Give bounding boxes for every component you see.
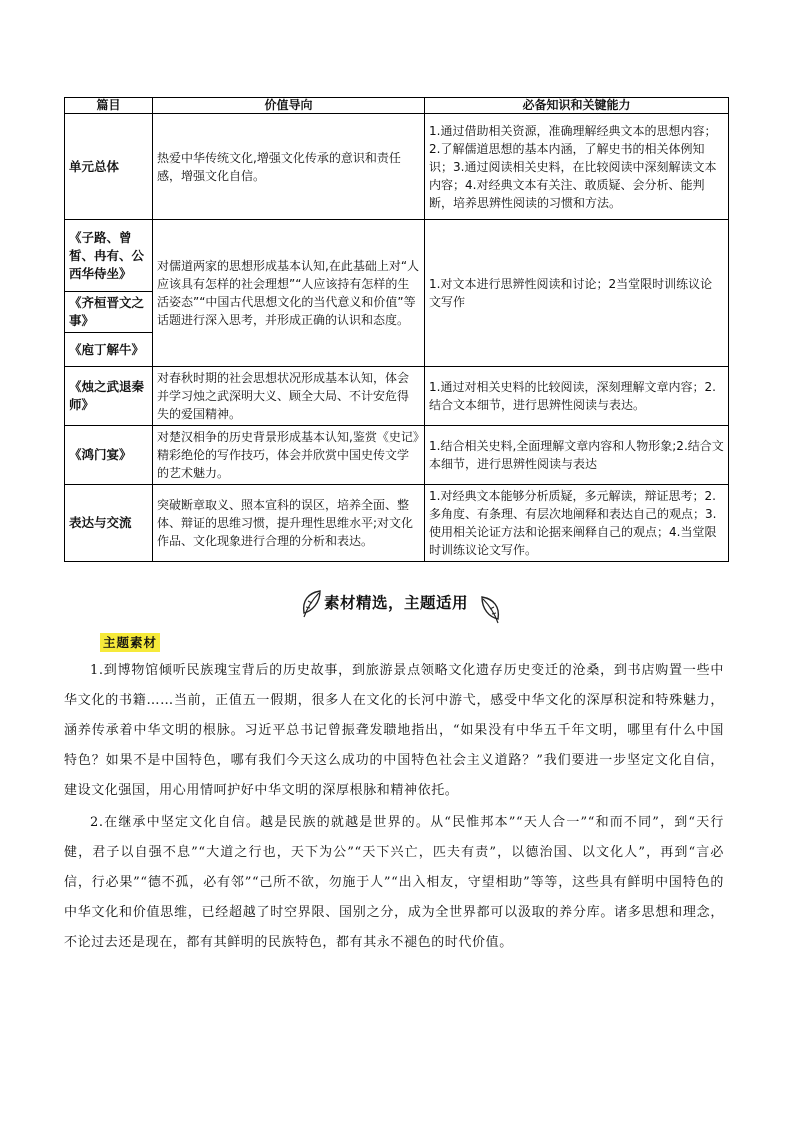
leaf-icon bbox=[300, 587, 326, 621]
row-knowledge: 1.对经典文本能够分析质疑，多元解读，辩证思考；2.多角度、有条理、有层次地阐释和表达自己的观点；3.使用相关论证方法和论据来阐释自己的观点；4.当堂限时训练议论文写作。 bbox=[425, 485, 729, 562]
table-row bbox=[65, 220, 729, 292]
row-value: 热爱中华传统文化,增强文化传承的意识和责任感，增强文化自信。 bbox=[153, 114, 425, 220]
header-knowledge-ability: 必备知识和关键能力 bbox=[425, 98, 729, 114]
section-banner bbox=[300, 585, 500, 625]
row-title: 《烛之武退秦师》 bbox=[65, 367, 153, 426]
table-row bbox=[65, 485, 729, 562]
paragraph: 2.在继承中坚定文化自信。越是民族的就越是世界的。从“民惟邦本”“天人合一”“和而不同”，到“天行健，君子以自强不息”“大道之行也，天下为公”“天下兴亡，匹夫有责”，以德治国、以文化人”，再到“言必信，行必果”“德不孤，必有邻”“己所不欲，勿施于人”“出入相友，守望相助”等等，这些具有鲜明中国特色的中华文化和价值思维，已经超越了时空界限、国别之分，成为全世界都可以汲取的养分库。诸多思想和理念，不论过去还是现在，都有其鲜明的民族特色，都有其永不褪色的时代价值。 bbox=[64, 815, 724, 950]
row-value: 对儒道两家的思想形成基本认知,在此基础上对“人应该具有怎样的社会理想”“人应该持有怎样的生活姿态”“中国古代思想文化的当代意义和价值”等话题进行深入思考，并形成正确的认识和态度。 bbox=[153, 220, 425, 367]
row-value: 对春秋时期的社会思想状况形成基本认知，体会并学习烛之武深明大义、顾全大局、不计安危得失的爱国精神。 bbox=[153, 367, 425, 426]
table-row bbox=[65, 426, 729, 485]
leaf-icon bbox=[476, 593, 504, 625]
row-value: 对楚汉相争的历史背景形成基本认知,鉴赏《史记》精彩绝伦的写作技巧，体会并欣赏中国史传文学的艺术魅力。 bbox=[153, 426, 425, 485]
row-knowledge: 1.通过借助相关资源，准确理解经典文本的思想内容；2.了解儒道思想的基本内涵，了解史书的相关体例知识；3.通过阅读相关史料，在比较阅读中深刻解读文本内容；4.对经典文本有关注、敢质疑、会分析、能判断，培养思辨性阅读的习惯和方法。 bbox=[425, 114, 729, 220]
table-row bbox=[65, 367, 729, 426]
row-knowledge: 1.通过对相关史料的比较阅读，深刻理解文章内容；2.结合文本细节，进行思辨性阅读与表达。 bbox=[425, 367, 729, 426]
header-value-orientation: 价值导向 bbox=[153, 98, 425, 114]
section-tag: 主题素材 bbox=[100, 633, 160, 652]
paragraph: 1.到博物馆倾听民族瑰宝背后的历史故事，到旅游景点领略文化遗存历史变迁的沧桑，到书店购置一些中华文化的书籍……当前，正值五一假期，很多人在文化的长河中游弋，感受中华文化的深厚积淀和特殊魅力，涵养传承着中华文明的根脉。习近平总书记曾振聋发聩地指出，“如果没有中华五千年文明，哪里有什么中国特色？如果不是中国特色，哪有我们今天这么成功的中国特色社会主义道路？”我们要进一步坚定文化自信，建设文化强国，用心用情呵护好中华文明的深厚根脉和精神依托。 bbox=[64, 663, 724, 798]
row-title: 《子路、曾皙、冉有、公西华侍坐》 bbox=[65, 220, 153, 292]
row-title: 《庖丁解牛》 bbox=[65, 333, 153, 367]
row-title: 单元总体 bbox=[65, 114, 153, 220]
row-title: 《齐桓晋文之事》 bbox=[65, 292, 153, 333]
row-knowledge: 1.对文本进行思辨性阅读和讨论；2当堂限时训练议论文写作 bbox=[425, 220, 729, 367]
table-row bbox=[65, 114, 729, 220]
banner-title: 素材精选，主题适用 bbox=[324, 594, 469, 612]
row-title: 《鸿门宴》 bbox=[65, 426, 153, 485]
header-chapter: 篇目 bbox=[65, 98, 153, 114]
table-header-row bbox=[65, 98, 729, 114]
row-value: 突破断章取义、照本宣科的误区，培养全面、整体、辩证的思维习惯，提升理性思维水平;对文化作品、文化现象进行合理的分析和表达。 bbox=[153, 485, 425, 562]
row-knowledge: 1.结合相关史料,全面理解文章内容和人物形象;2.结合文本细节，进行思辨性阅读与表达 bbox=[425, 426, 729, 485]
row-title: 表达与交流 bbox=[65, 485, 153, 562]
curriculum-table bbox=[64, 97, 729, 562]
